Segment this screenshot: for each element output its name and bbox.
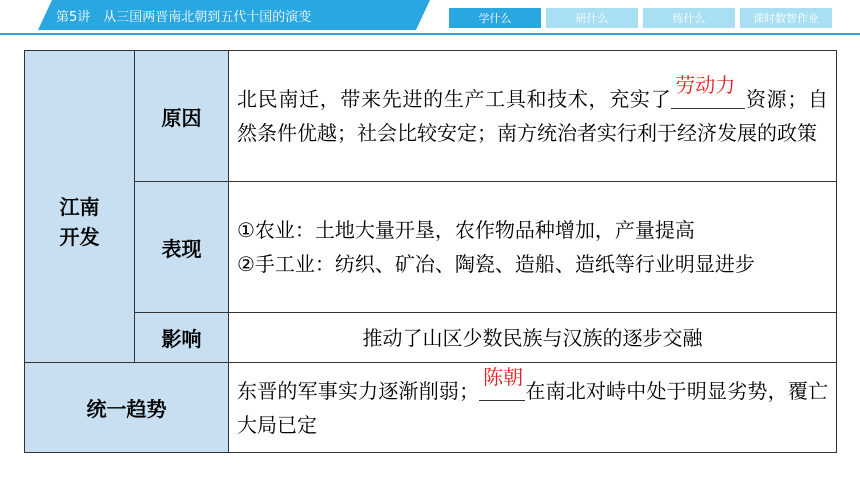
table-row bbox=[25, 182, 837, 313]
group-label-jiangnan bbox=[25, 51, 135, 363]
answer-blank[interactable] bbox=[479, 364, 525, 401]
table-row bbox=[25, 313, 837, 363]
group-label-text: 江南 开发 bbox=[59, 194, 100, 249]
summary-table bbox=[24, 50, 837, 453]
tab-learn-what[interactable]: 学什么 bbox=[449, 8, 541, 28]
cause-text-before: 北民南迁，带来先进的生产工具和技术，充实了 bbox=[237, 87, 672, 111]
answer-blank[interactable] bbox=[671, 73, 745, 109]
row-label-cause: 原因 bbox=[135, 51, 229, 182]
cause-text-after: 资源；自然条件优越；社会比较安定；南方统治者实行利于经济发展的政策 bbox=[237, 87, 829, 145]
answer-text: 劳动力 bbox=[675, 73, 736, 97]
lesson-title: 第5讲 从三国两晋南北朝到五代十国的演变 bbox=[56, 10, 312, 25]
cause-content bbox=[229, 51, 837, 182]
header-divider bbox=[0, 33, 860, 35]
unification-content bbox=[229, 363, 837, 453]
tab-practice-what[interactable]: 练什么 bbox=[643, 8, 735, 28]
impact-content: 推动了山区少数民族与汉族的逐步交融 bbox=[229, 313, 837, 363]
unification-text-after: 在南北对峙中处于明显劣势，覆亡大局已定 bbox=[237, 378, 829, 437]
answer-text: 陈朝 bbox=[483, 364, 524, 389]
unification-text-before: 东晋的军事实力逐渐削弱； bbox=[237, 378, 480, 403]
performance-line-handicraft: ②手工业：纺织、矿冶、陶瓷、造船、造纸等行业明显进步 bbox=[237, 252, 755, 276]
top-bar bbox=[0, 0, 860, 34]
table-row bbox=[25, 363, 837, 453]
row-label-impact: 影响 bbox=[135, 313, 229, 363]
group-label-unification: 统一趋势 bbox=[25, 363, 229, 453]
performance-content bbox=[229, 182, 837, 313]
tab-research-what[interactable]: 研什么 bbox=[546, 8, 638, 28]
tab-homework[interactable]: 课时数智作业 bbox=[740, 8, 832, 28]
table-row bbox=[25, 51, 837, 182]
row-label-performance: 表现 bbox=[135, 182, 229, 313]
performance-line-agriculture: ①农业：土地大量开垦，农作物品种增加，产量提高 bbox=[237, 218, 695, 242]
